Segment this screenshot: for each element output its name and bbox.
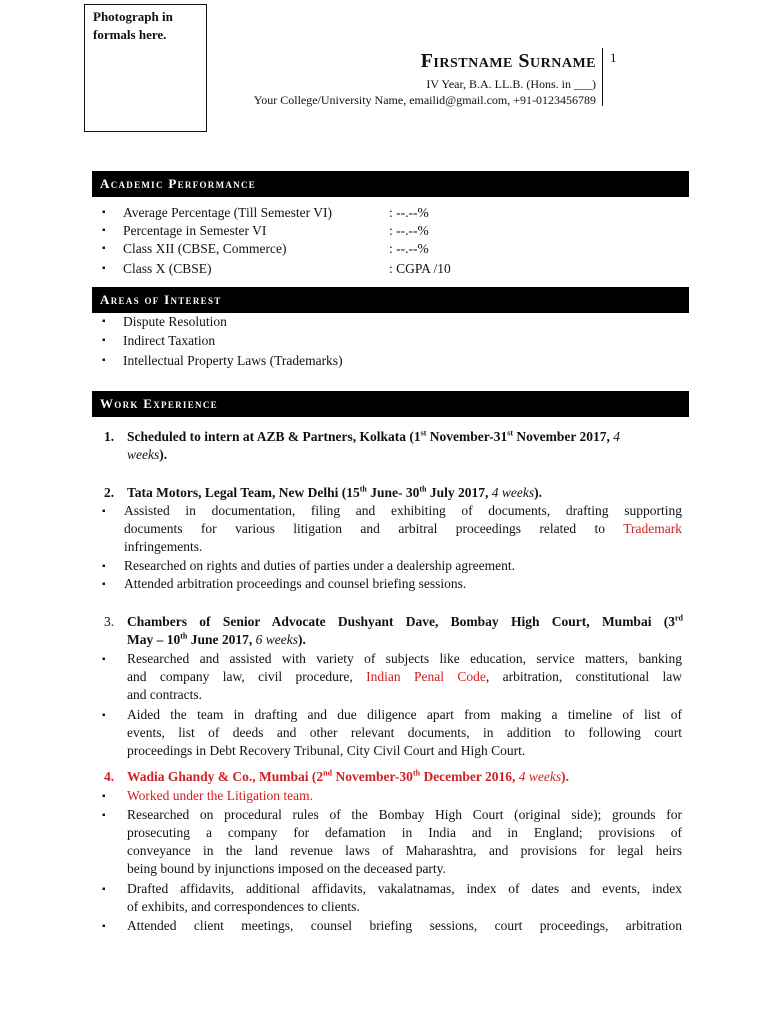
header-divider <box>602 48 603 106</box>
bullet-icon: ▪ <box>102 710 106 721</box>
entry-4-bullet-2: Researched on procedural rules of the Bombay High Court (original side); grounds for <box>127 807 682 822</box>
candidate-name: Firstname Surname <box>420 50 596 72</box>
entry-4-title: Wadia Ghandy & Co., Mumbai (2nd November-30th December 2016, 4 weeks). <box>127 768 570 784</box>
entry-number: 1. <box>104 429 115 444</box>
interest-item: Dispute Resolution <box>123 314 227 329</box>
bullet-icon: ▪ <box>102 884 106 895</box>
photo-note: Photograph in formals here. <box>93 9 173 42</box>
contact-line: Your College/University Name, emailid@gmail.com, +91-0123456789 <box>253 93 596 107</box>
bullet-icon: ▪ <box>102 207 106 218</box>
academic-label: Class X (CBSE) <box>123 261 212 276</box>
entry-3-bullet-1: Researched and assisted with variety of subjects like education, service matters, banking <box>127 651 682 666</box>
academic-label: Average Percentage (Till Semester VI) <box>123 205 332 220</box>
section-academic-header: Academic Performance <box>92 171 689 197</box>
entry-2-bullet-1: Assisted in documentation, filing and exhibiting of documents, drafting supporting <box>124 503 682 518</box>
entry-4-bullet-2-end: being bound by injunctions imposed on the deceased party. <box>127 861 446 876</box>
bullet-icon: ▪ <box>102 316 106 327</box>
bullet-icon: ▪ <box>102 791 106 802</box>
interest-item: Intellectual Property Laws (Trademarks) <box>123 353 343 368</box>
page-number: 1 <box>610 50 617 65</box>
year-line: IV Year, B.A. LL.B. (Hons. in ___) <box>426 77 596 91</box>
bullet-icon: ▪ <box>102 810 106 821</box>
academic-value: : CGPA /10 <box>389 261 451 276</box>
entry-4-bullet-2-cont: prosecuting a company for defamation in India and in England; provisions of <box>127 825 682 840</box>
bullet-icon: ▪ <box>102 225 106 236</box>
academic-label: Percentage in Semester VI <box>123 223 267 238</box>
entry-4-bullet-2-cont: conveyance in the land revenue laws of Maharashtra, and provisions for legal heirs <box>127 843 682 858</box>
entry-number: 2. <box>104 485 115 500</box>
entry-2-title: Tata Motors, Legal Team, New Delhi (15th June- 30th July 2017, 4 weeks). <box>127 484 543 500</box>
bullet-icon: ▪ <box>102 561 106 572</box>
entry-4-bullet-3: Drafted affidavits, additional affidavits, vakalatnamas, index of dates and events, index <box>127 881 682 896</box>
entry-2-bullet-1-end: infringements. <box>124 539 203 554</box>
entry-1-title: Scheduled to intern at AZB & Partners, Kolkata (1st November-31st November 2017, 4 <box>127 428 621 444</box>
academic-value: : --.--% <box>389 223 429 238</box>
bullet-icon: ▪ <box>102 921 106 932</box>
entry-2-bullet-3: Attended arbitration proceedings and counsel briefing sessions. <box>124 576 467 591</box>
entry-3-title: Chambers of Senior Advocate Dushyant Dave, Bombay High Court, Mumbai (3rd <box>127 613 683 629</box>
entry-number: 4. <box>104 769 115 784</box>
bullet-icon: ▪ <box>102 243 106 254</box>
entry-2-bullet-1-cont: documents for various litigation and arbitral proceedings related to Trademark <box>124 521 682 536</box>
highlight-trademark: Trademark <box>623 521 682 536</box>
entry-3-bullet-2-cont: events, list of deeds and other relevant documents, in addition to following court <box>127 725 682 740</box>
bullet-icon: ▪ <box>102 579 106 590</box>
bullet-icon: ▪ <box>102 335 106 346</box>
bullet-icon: ▪ <box>102 506 106 517</box>
academic-label: Class XII (CBSE, Commerce) <box>123 241 287 256</box>
bullet-icon: ▪ <box>102 355 106 366</box>
entry-3-bullet-2: Aided the team in drafting and due diligence apart from making a timeline of list of <box>127 707 682 722</box>
entry-3-title-cont: May – 10th June 2017, 6 weeks). <box>127 631 306 647</box>
bullet-icon: ▪ <box>102 263 106 274</box>
entry-4-bullet-4: Attended client meetings, counsel briefing sessions, court proceedings, arbitration <box>127 918 682 933</box>
highlight-ipc: Indian Penal Code <box>366 669 486 684</box>
entry-4-bullet-1: Worked under the Litigation team. <box>127 788 313 803</box>
entry-1-title-cont: weeks). <box>127 447 168 462</box>
academic-value: : --.--% <box>389 241 429 256</box>
entry-3-bullet-2-end: proceedings in Debt Recovery Tribunal, City Civil Court and High Court. <box>127 743 526 758</box>
section-work-header: Work Experience <box>92 391 689 417</box>
entry-number: 3. <box>104 614 115 629</box>
bullet-icon: ▪ <box>102 654 106 665</box>
entry-2-bullet-2: Researched on rights and duties of parties under a dealership agreement. <box>124 558 515 573</box>
interest-item: Indirect Taxation <box>123 333 216 348</box>
entry-3-bullet-1-cont: and company law, civil procedure, Indian Penal Code, arbitration, constitutional law <box>127 669 682 684</box>
entry-3-bullet-1-end: and contracts. <box>127 687 202 702</box>
academic-value: : --.--% <box>389 205 429 220</box>
photo-placeholder <box>84 4 207 132</box>
entry-4-bullet-3-end: of exhibits, and correspondences to clients. <box>127 899 360 914</box>
section-interests-header: Areas of Interest <box>92 287 689 313</box>
